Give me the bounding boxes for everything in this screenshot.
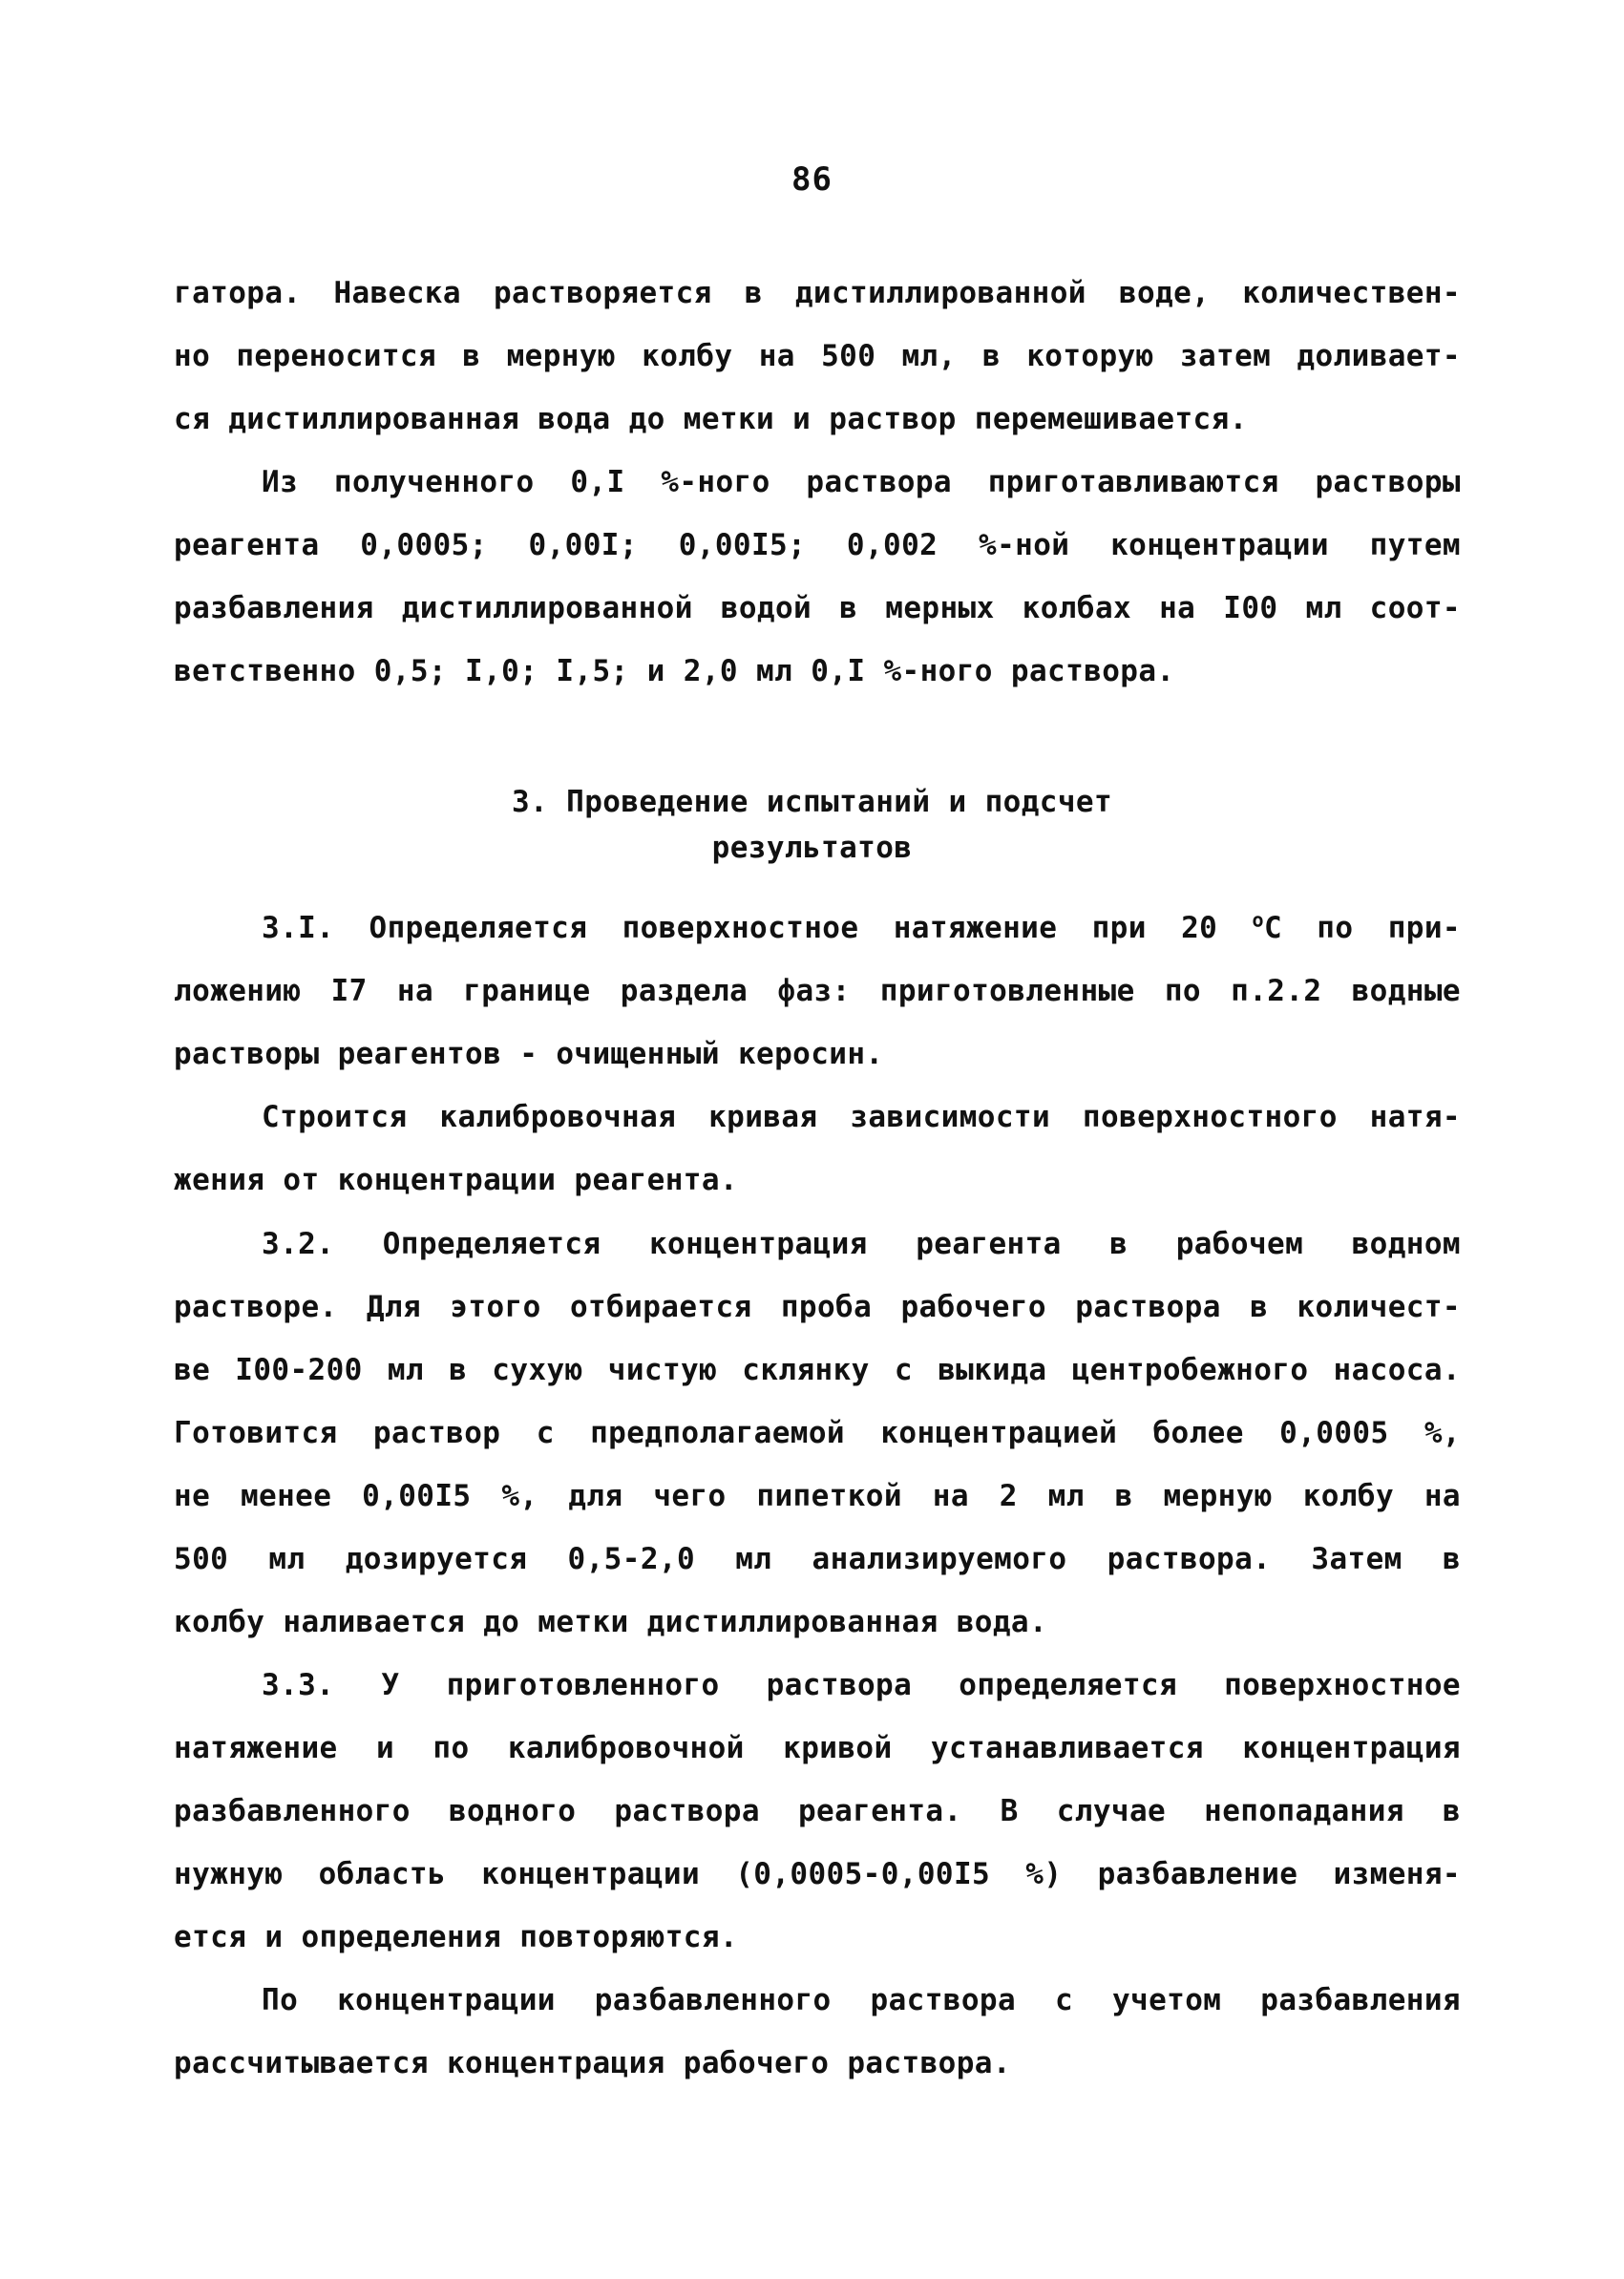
paragraph-line: ся дистиллированная вода до метки и раствор перемешивается. [174,402,1248,436]
paragraph-text: 3.I. Определяется поверхностное натяжение при 20 [262,911,1253,945]
paragraph-line: но переносится в мерную колбу на 500 мл, в которую затем доливает- [174,339,1461,373]
degree-sign: o [1252,908,1264,932]
paragraph-line: не менее 0,00I5 %, для чего пипеткой на 2 мл в мерную колбу на [174,1479,1461,1513]
paragraph-line: ется и определения повторяются. [174,1920,738,1954]
section-heading: 3. Проведение испытаний и подсчет [511,785,1113,819]
paragraph-line: разбавления дистиллированной водой в мерных колбах на I00 мл соот- [174,591,1461,625]
paragraph-text: С по при- [1263,911,1461,945]
paragraph-line: жения от концентрации реагента. [174,1163,738,1197]
paragraph-line: натяжение и по калибровочной кривой устанавливается концентрация [174,1731,1461,1765]
paragraph-line [262,909,1461,947]
paragraph-line: 500 мл дозируется 0,5-2,0 мл анализируемого раствора. Затем в [174,1542,1461,1576]
paragraph-line: Из полученного 0,I %-ного раствора приготавливаются растворы [262,465,1461,499]
page-number: 86 [791,160,833,199]
paragraph-line: нужную область концентрации (0,0005-0,00I5 %) разбавление изменя- [174,1857,1461,1891]
paragraph-line: ве I00-200 мл в сухую чистую склянку с выкида центробежного насоса. [174,1353,1461,1387]
paragraph-line: колбу наливается до метки дистиллированная вода. [174,1605,1048,1639]
section-heading-continued: результатов [711,831,913,865]
paragraph-line: Готовится раствор с предполагаемой концентрацией более 0,0005 %, [174,1416,1461,1450]
paragraph-line: По концентрации разбавленного раствора с учетом разбавления [262,1983,1461,2017]
paragraph-line: разбавленного водного раствора реагента. В случае непопадания в [174,1794,1461,1828]
paragraph-line: 3.3. У приготовленного раствора определяется поверхностное [262,1668,1461,1702]
paragraph-line: растворе. Для этого отбирается проба рабочего раствора в количест- [174,1290,1461,1324]
paragraph-line: гатора. Навеска растворяется в дистиллированной воде, количествен- [174,276,1461,310]
paragraph-line: 3.2. Определяется концентрация реагента в рабочем водном [262,1227,1461,1261]
paragraph-line: рассчитывается концентрация рабочего раствора. [174,2046,1011,2080]
paragraph-line: ветственно 0,5; I,0; I,5; и 2,0 мл 0,I %-ного раствора. [174,654,1175,688]
paragraph-line: Строится калибровочная кривая зависимости поверхностного натя- [262,1100,1461,1134]
paragraph-line: растворы реагентов - очищенный керосин. [174,1037,884,1071]
paragraph-line: реагента 0,0005; 0,00I; 0,00I5; 0,002 %-ной концентрации путем [174,528,1461,562]
paragraph-line: ложению I7 на границе раздела фаз: приготовленные по п.2.2 водные [174,974,1461,1008]
